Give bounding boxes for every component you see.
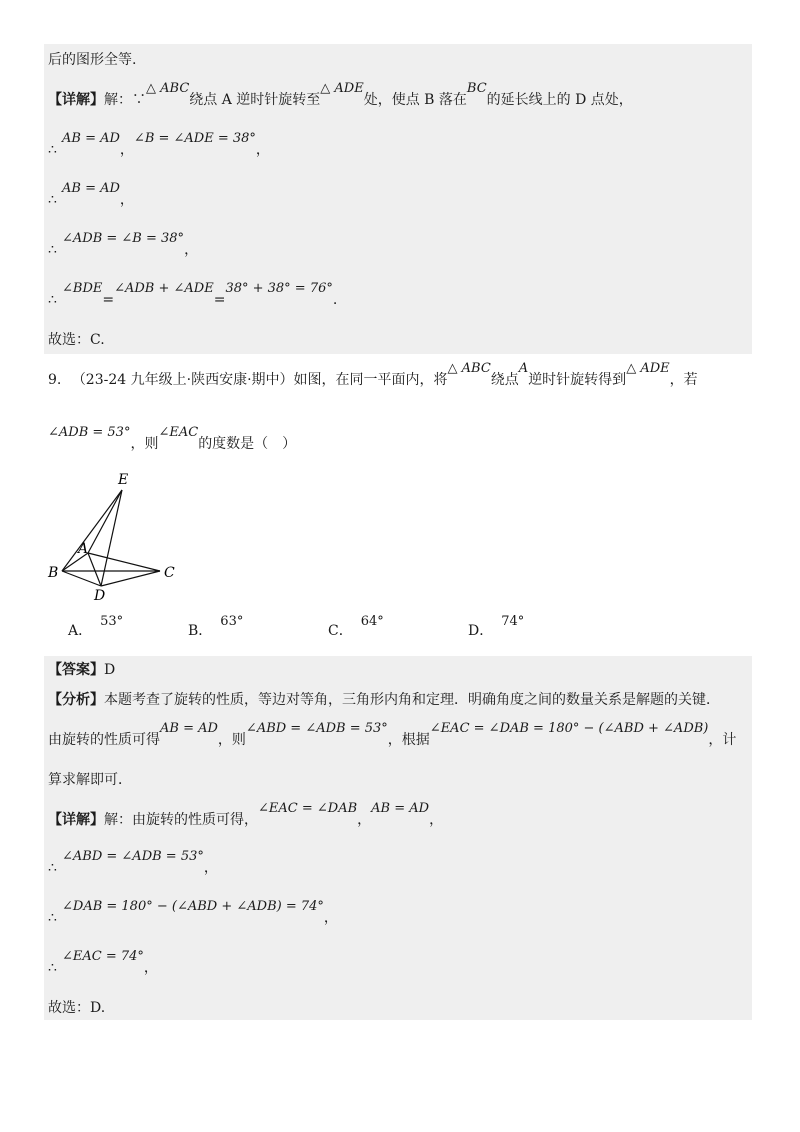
detail-step-1: ∴∠ABD = ∠ADB = 53°， bbox=[48, 849, 218, 876]
therefore-symbol: ∴ bbox=[48, 910, 57, 926]
question-line-1: 9. （23-24 九年级上·陕西安康·期中）如图，在同一平面内，将△ ABC绕点A逆时针旋转得到△ ADE，若 bbox=[48, 361, 698, 388]
therefore-symbol: ∴ bbox=[48, 192, 57, 208]
question-line-2: ∠ADB = 53°，则∠EAC的度数是（ ） bbox=[48, 425, 297, 452]
analysis-label: 【分析】 bbox=[48, 692, 104, 708]
math-expression: ∠EAC = ∠DAB = 180° − (∠ABD + ∠ADB) bbox=[429, 721, 709, 736]
analysis-line-2: 由旋转的性质可得AB = AD，则∠ABD = ∠ADB = 53°，根据∠EAC = ∠DAB = 180° − (∠ABD + ∠ADB)，计 bbox=[48, 721, 737, 748]
math-expression: AB = AD bbox=[160, 721, 218, 736]
segment-bd bbox=[62, 571, 101, 586]
prev-step-1: ∴AB = AD，∠B = ∠ADE = 38°， bbox=[48, 131, 270, 158]
detail-label: 【详解】 bbox=[48, 812, 104, 828]
prev-step-3: ∴∠ADB = ∠B = 38°， bbox=[48, 231, 199, 258]
question-number: 9. bbox=[48, 372, 62, 388]
math-expression: ∠ABD = ∠ADB = 53° bbox=[245, 721, 388, 736]
answer-value: D bbox=[104, 662, 116, 678]
segment-ac bbox=[88, 553, 160, 571]
math-tri-ade: △ ADE bbox=[320, 81, 364, 96]
prev-detail-line: 【详解】解：∵△ ABC绕点 A 逆时针旋转至△ ADE处，使点 B 落在BC的延长线上的 D 点处， bbox=[48, 81, 633, 108]
math-expression: ∠ADB + ∠ADE bbox=[114, 281, 214, 296]
math-point-a: A bbox=[518, 361, 529, 376]
prev-line-1: 后的图形全等. bbox=[48, 52, 137, 68]
segment-dc bbox=[101, 571, 160, 586]
segment-ad bbox=[88, 553, 101, 586]
detail-label: 【详解】 bbox=[48, 92, 104, 108]
math-expression: ∠ADB = ∠B = 38° bbox=[62, 231, 185, 246]
prev-step-2: ∴AB = AD， bbox=[48, 181, 134, 208]
math-expression: ∠ABD = ∠ADB = 53° bbox=[62, 849, 204, 864]
label-b: B bbox=[48, 565, 59, 581]
detail-line: 【详解】解：由旋转的性质可得，∠EAC = ∠DAB，AB = AD， bbox=[48, 801, 444, 828]
answer-label: 【答案】 bbox=[48, 662, 104, 678]
math-expression: AB = AD bbox=[62, 181, 120, 196]
question-source: （23-24 九年级上·陕西安康·期中）如图，在同一平面内，将 bbox=[71, 372, 448, 388]
math-expression: ∠EAC = ∠DAB bbox=[258, 801, 358, 816]
label-e: E bbox=[118, 472, 129, 488]
label-c: C bbox=[164, 565, 175, 581]
math-tri-ade: △ ADE bbox=[626, 361, 670, 376]
math-target-angle: ∠EAC bbox=[158, 425, 199, 440]
answer-line bbox=[48, 660, 115, 680]
therefore-symbol: ∴ bbox=[48, 860, 57, 876]
therefore-symbol: ∴ bbox=[48, 142, 57, 158]
option-d[interactable]: D．74° bbox=[468, 614, 525, 639]
math-tri-abc: △ ABC bbox=[146, 81, 190, 96]
analysis-line-1: 【分析】本题考查了旋转的性质，等边对等角，三角形内角和定理．明确角度之间的数量关系是解题的关键． bbox=[48, 692, 720, 708]
option-b[interactable]: B．63° bbox=[188, 614, 244, 639]
prev-step-4: ∴∠BDE=∠ADB + ∠ADE=38° + 38° = 76°. bbox=[48, 281, 338, 308]
segment-ae bbox=[88, 490, 122, 553]
math-bc: BC bbox=[466, 81, 487, 96]
detail-step-3: ∴∠EAC = 74°， bbox=[48, 949, 158, 976]
label-a: A bbox=[78, 541, 89, 557]
math-expression: AB = AD bbox=[371, 801, 430, 816]
math-expression: 38° + 38° = 76° bbox=[225, 281, 333, 296]
label-d: D bbox=[94, 588, 106, 604]
prev-choice: 故选：C. bbox=[48, 332, 105, 348]
math-given-angle: ∠ADB = 53° bbox=[48, 425, 131, 440]
therefore-symbol: ∴ bbox=[48, 242, 57, 258]
option-c[interactable]: C．64° bbox=[328, 614, 384, 639]
math-expression: AB = AD bbox=[62, 131, 120, 146]
math-expression: ∠B = ∠ADE = 38° bbox=[133, 131, 256, 146]
analysis-line-3: 算求解即可． bbox=[48, 772, 132, 788]
therefore-symbol: ∴ bbox=[48, 292, 57, 308]
detail-step-2: ∴∠DAB = 180° − (∠ABD + ∠ADB) = 74°， bbox=[48, 899, 338, 926]
math-expression: ∠EAC = 74° bbox=[62, 949, 144, 964]
math-expression: ∠BDE bbox=[62, 281, 103, 296]
answer-choice: 故选：D. bbox=[48, 1000, 106, 1016]
rotation-figure bbox=[44, 468, 184, 608]
math-tri-abc: △ ABC bbox=[447, 361, 491, 376]
math-expression: ∠DAB = 180° − (∠ABD + ∠ADB) = 74° bbox=[62, 899, 324, 914]
option-a[interactable]: A．53° bbox=[68, 614, 124, 639]
therefore-symbol: ∴ bbox=[48, 960, 57, 976]
